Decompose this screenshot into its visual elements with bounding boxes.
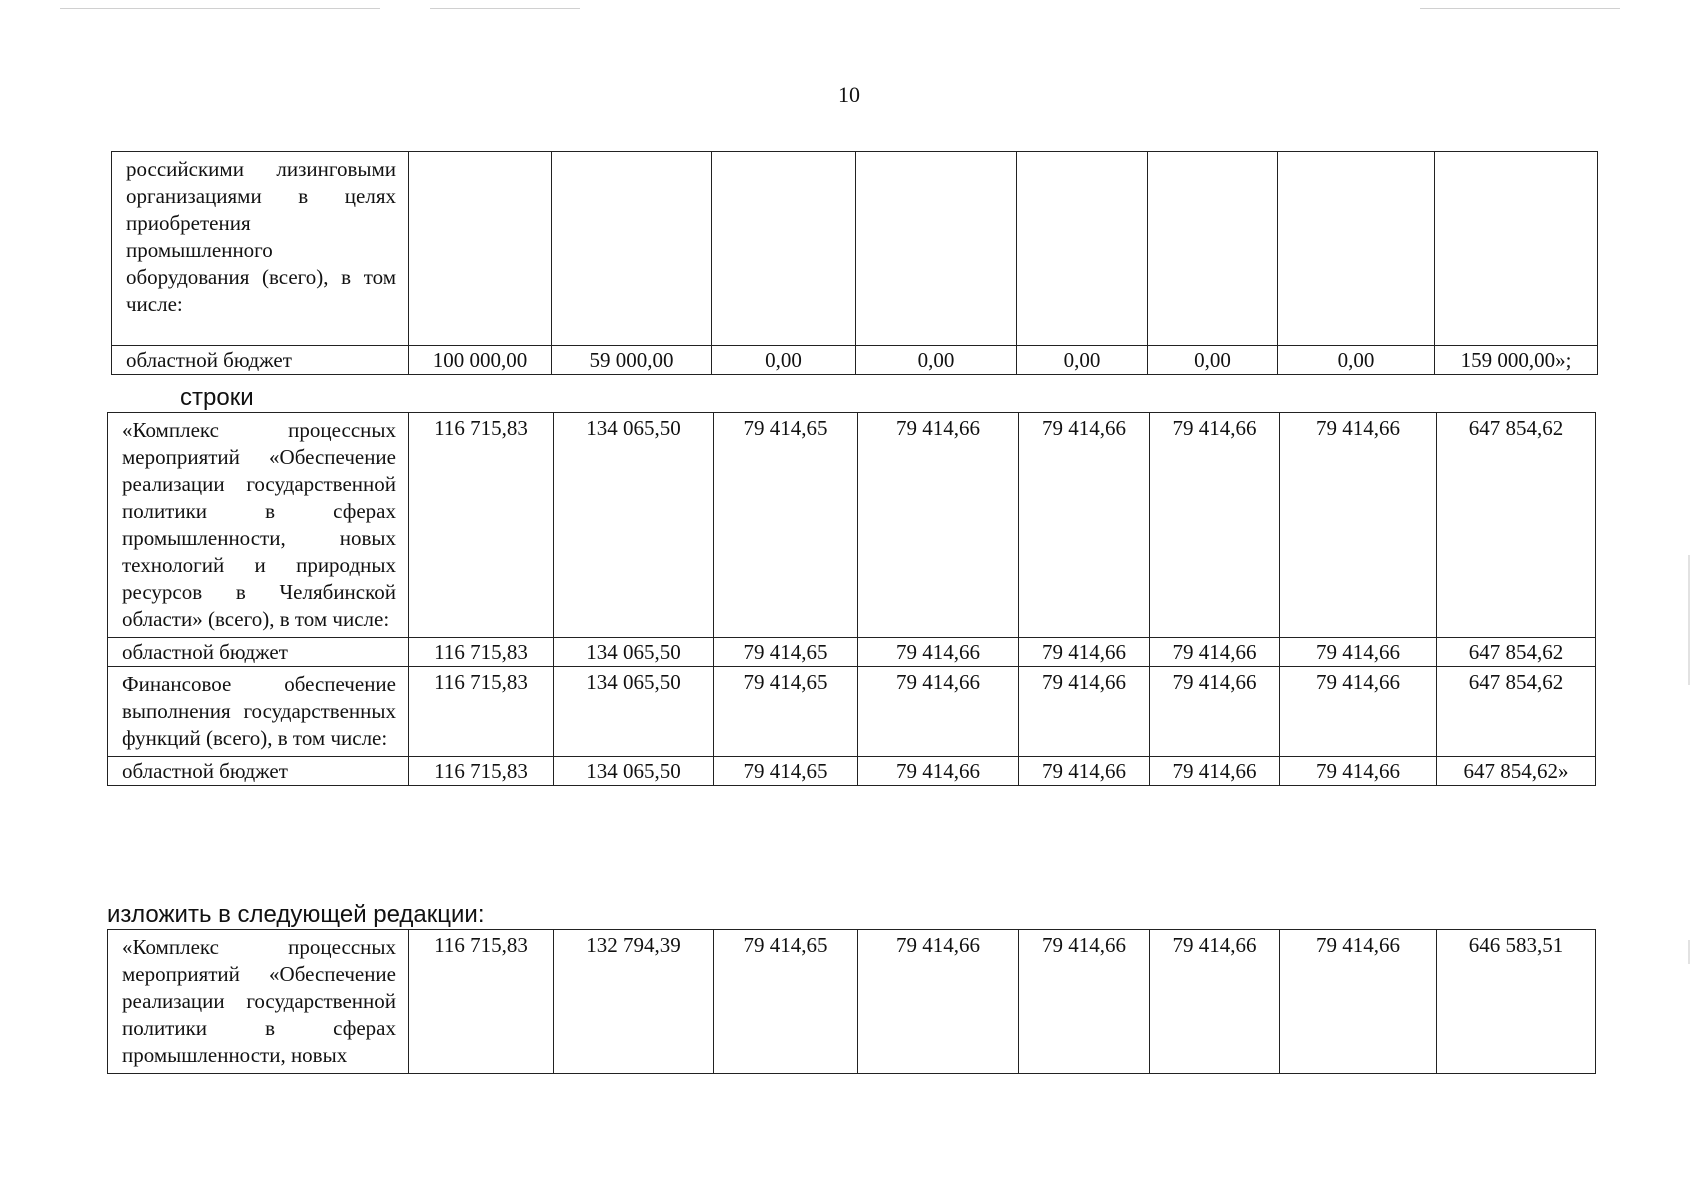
value-cell: 79 414,66 [1019, 757, 1150, 786]
value-cell: 134 065,50 [554, 413, 714, 638]
value-cell: 0,00 [712, 346, 856, 375]
value-cell: 79 414,66 [1150, 667, 1280, 757]
scan-artifact-top [1420, 8, 1620, 9]
value-cell: 647 854,62 [1437, 667, 1596, 757]
value-cell: 59 000,00 [552, 346, 712, 375]
table-row [108, 757, 1596, 786]
value-cell: 646 583,51 [1437, 930, 1596, 1074]
row-label: российскими лизинговыми организациями в целях приобретения промышленного оборудования (всего), в том числе: [112, 152, 409, 346]
value-cell: 79 414,66 [858, 413, 1019, 638]
value-cell: 79 414,66 [1150, 638, 1280, 667]
value-cell: 159 000,00»; [1435, 346, 1598, 375]
value-cell [409, 152, 552, 346]
value-cell: 116 715,83 [409, 757, 554, 786]
value-cell: 134 065,50 [554, 667, 714, 757]
value-cell: 79 414,66 [1019, 667, 1150, 757]
row-label: областной бюджет [112, 346, 409, 375]
table-row [108, 638, 1596, 667]
value-cell [1017, 152, 1148, 346]
value-cell: 116 715,83 [409, 413, 554, 638]
value-cell: 79 414,66 [1150, 413, 1280, 638]
value-cell: 0,00 [1148, 346, 1278, 375]
value-cell: 134 065,50 [554, 638, 714, 667]
value-cell: 79 414,65 [714, 667, 858, 757]
connector-text-new-edition: изложить в следующей редакции: [107, 901, 485, 928]
value-cell: 79 414,65 [714, 930, 858, 1074]
value-cell: 100 000,00 [409, 346, 552, 375]
value-cell: 134 065,50 [554, 757, 714, 786]
value-cell: 79 414,66 [858, 638, 1019, 667]
value-cell: 79 414,66 [1019, 638, 1150, 667]
value-cell: 116 715,83 [409, 667, 554, 757]
table-row [108, 413, 1596, 638]
value-cell: 647 854,62 [1437, 413, 1596, 638]
value-cell: 132 794,39 [554, 930, 714, 1074]
scan-artifact-right [1688, 555, 1690, 685]
value-cell: 0,00 [1017, 346, 1148, 375]
budget-table-3 [107, 929, 1596, 1074]
value-cell: 116 715,83 [409, 638, 554, 667]
budget-table-2 [107, 412, 1596, 786]
scan-artifact-top [430, 8, 580, 9]
value-cell: 0,00 [856, 346, 1017, 375]
table-row [108, 930, 1596, 1074]
row-label: областной бюджет [108, 638, 409, 667]
value-cell [712, 152, 856, 346]
table-row [112, 152, 1598, 346]
row-label: «Комплекс процессных мероприятий «Обеспечение реализации государственной политики в сферах промышленности, новых технологий и природных ресурсов в Челябинской области» (всего), в том числе: [108, 413, 409, 638]
value-cell: 79 414,66 [1280, 413, 1437, 638]
value-cell: 79 414,65 [714, 757, 858, 786]
row-label: областной бюджет [108, 757, 409, 786]
table-row [108, 667, 1596, 757]
scan-artifact-top [60, 8, 380, 9]
value-cell: 79 414,66 [1150, 930, 1280, 1074]
value-cell: 79 414,66 [1280, 667, 1437, 757]
value-cell: 79 414,66 [858, 757, 1019, 786]
value-cell: 79 414,66 [1150, 757, 1280, 786]
value-cell [1435, 152, 1598, 346]
value-cell: 79 414,66 [1019, 930, 1150, 1074]
budget-table-1 [111, 151, 1598, 375]
value-cell: 79 414,66 [858, 667, 1019, 757]
scan-artifact-right [1688, 940, 1690, 964]
value-cell: 79 414,65 [714, 413, 858, 638]
value-cell: 647 854,62» [1437, 757, 1596, 786]
value-cell [552, 152, 712, 346]
connector-text-rows: строки [180, 384, 254, 411]
value-cell: 116 715,83 [409, 930, 554, 1074]
value-cell [1278, 152, 1435, 346]
value-cell: 79 414,66 [1280, 930, 1437, 1074]
row-label: «Комплекс процессных мероприятий «Обеспечение реализации государственной политики в сферах промышленности, новых [108, 930, 409, 1074]
value-cell: 79 414,66 [1280, 638, 1437, 667]
value-cell: 79 414,65 [714, 638, 858, 667]
page-number: 10 [838, 82, 860, 107]
value-cell: 647 854,62 [1437, 638, 1596, 667]
value-cell: 79 414,66 [858, 930, 1019, 1074]
table-row [112, 346, 1598, 375]
value-cell [1148, 152, 1278, 346]
row-label: Финансовое обеспечение выполнения государственных функций (всего), в том числе: [108, 667, 409, 757]
value-cell: 0,00 [1278, 346, 1435, 375]
value-cell: 79 414,66 [1280, 757, 1437, 786]
value-cell [856, 152, 1017, 346]
value-cell: 79 414,66 [1019, 413, 1150, 638]
